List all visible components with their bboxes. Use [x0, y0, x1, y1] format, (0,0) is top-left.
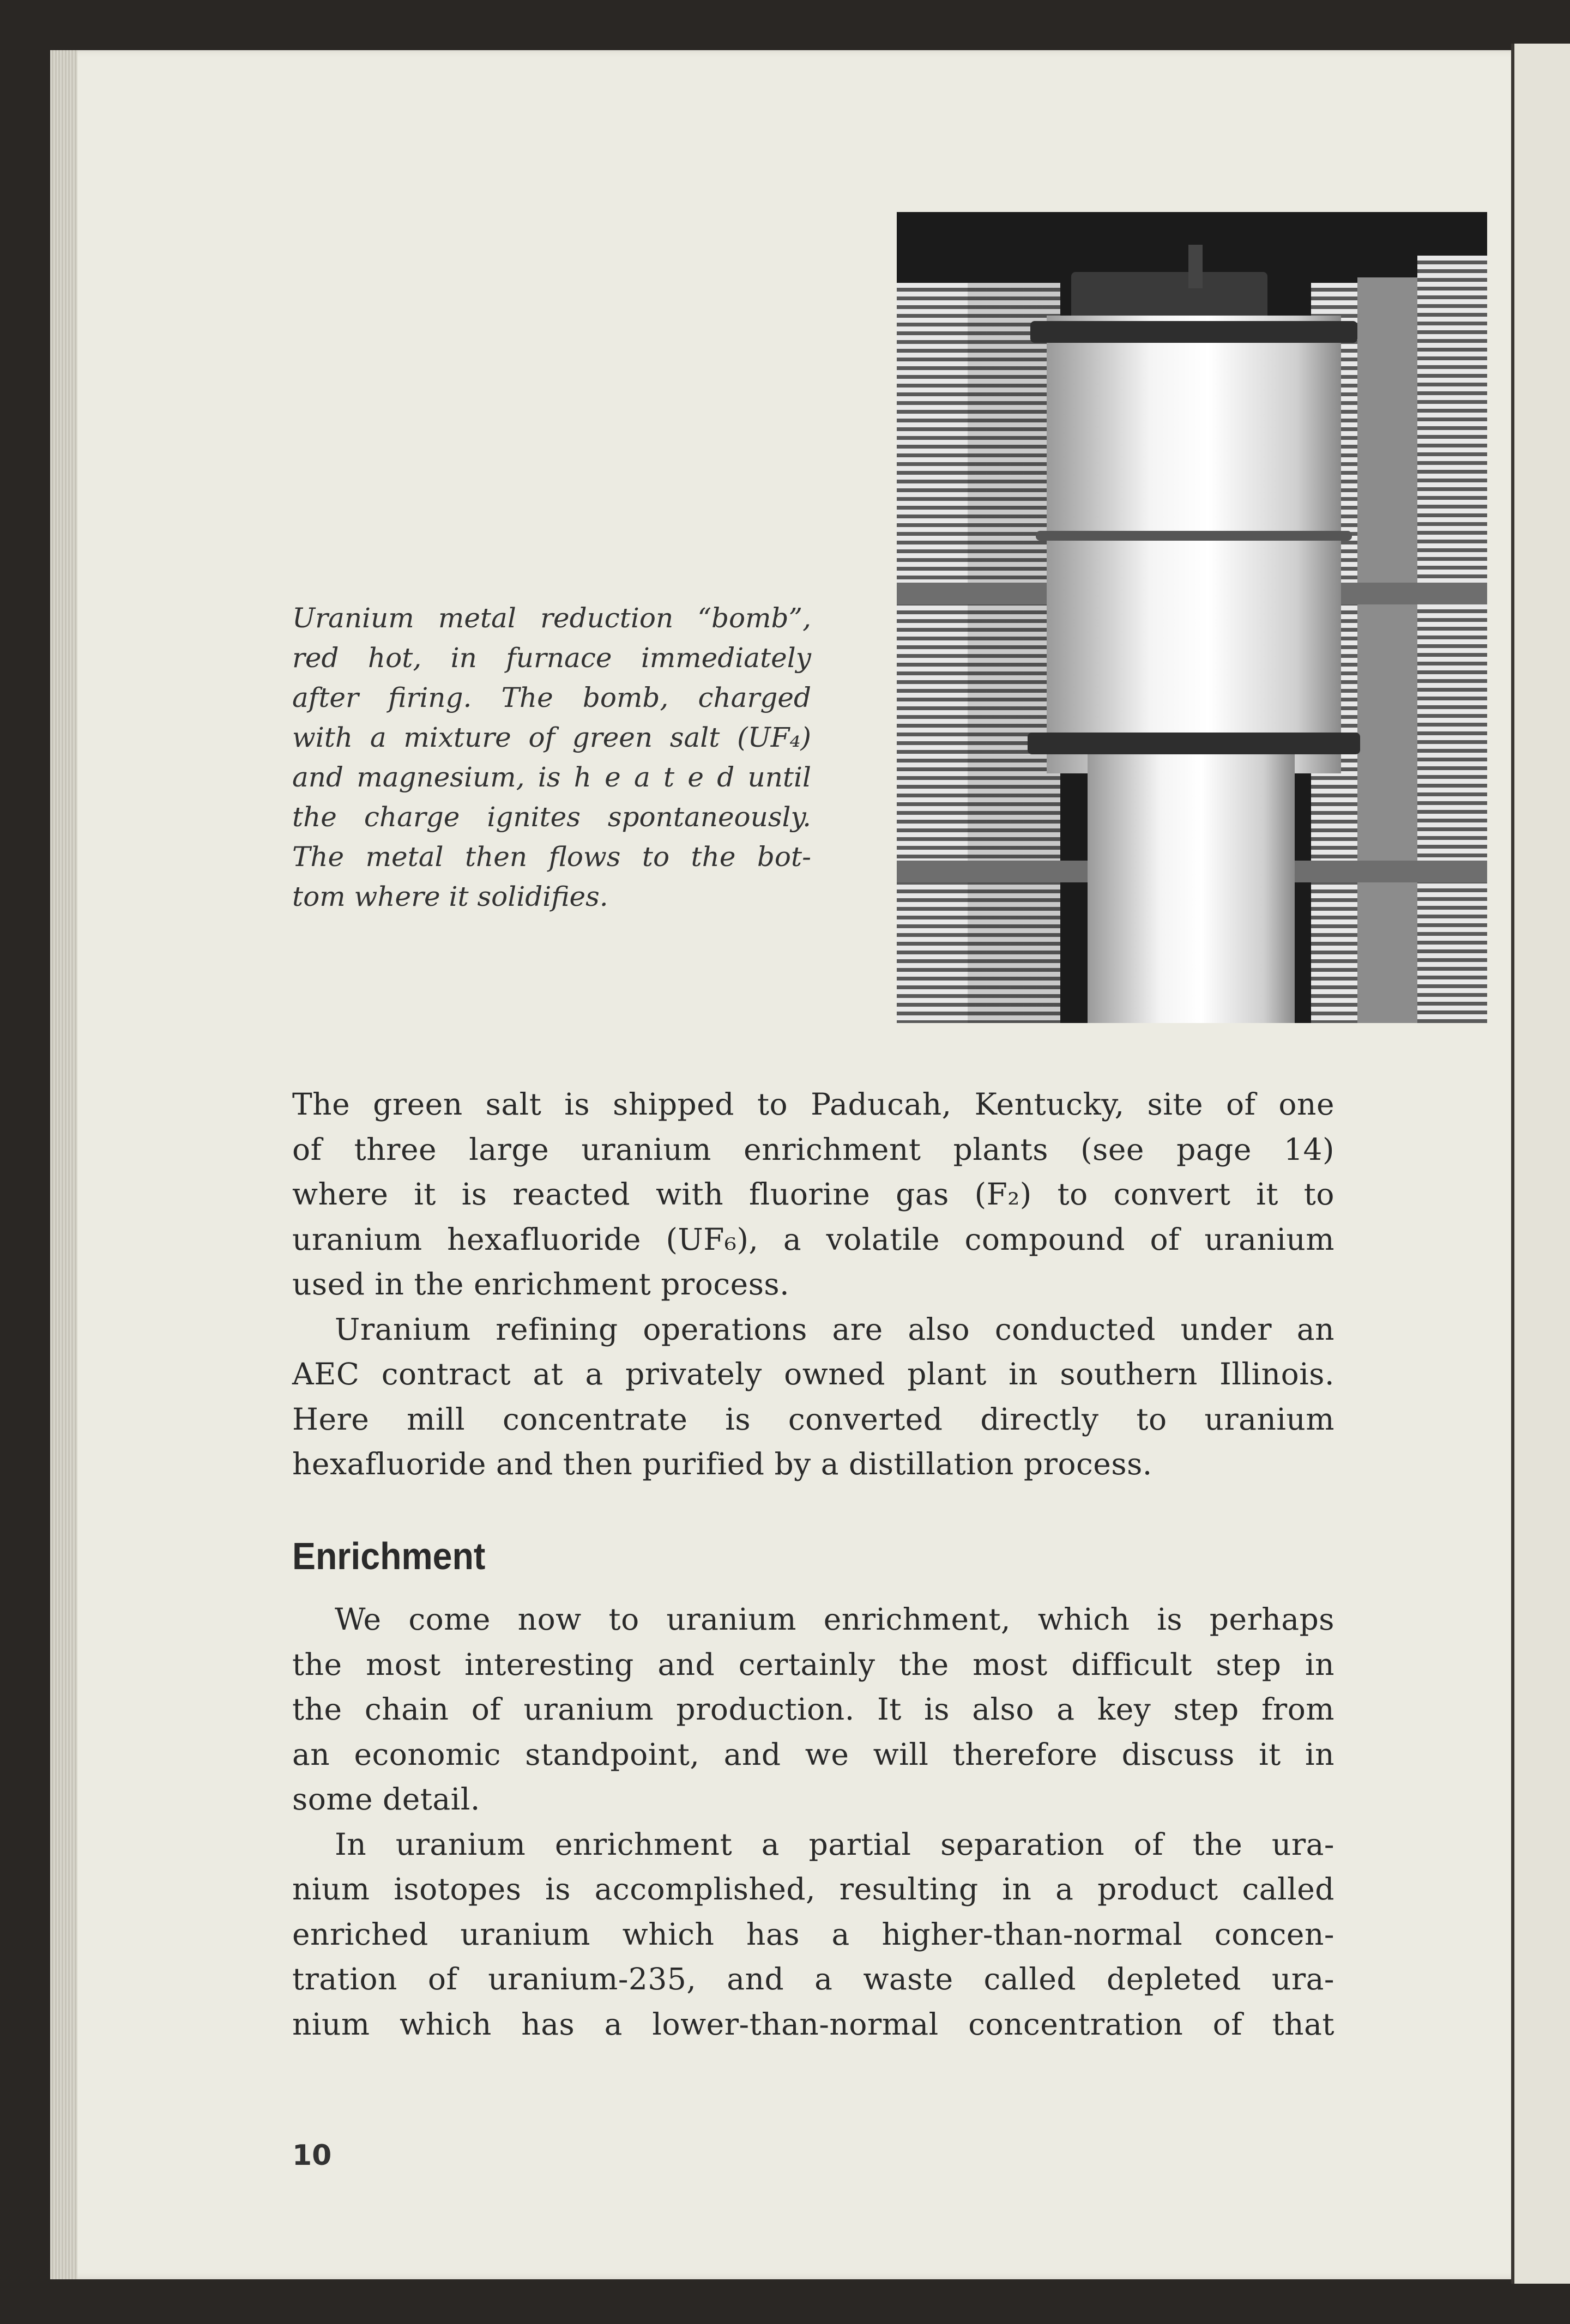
- body-line: AEC contract at a privately owned plant in southern Illinois.: [292, 1357, 1334, 1391]
- body-line: We come now to uranium enrichment, which is perhaps: [335, 1602, 1334, 1637]
- body-line: an economic standpoint, and we will therefore discuss it in: [292, 1736, 1334, 1772]
- bottom-flange: [1028, 733, 1360, 754]
- grill-left-inner: [897, 283, 1060, 1023]
- caption-line: The metal then flows to the bot-: [292, 841, 811, 873]
- caption-line: tom where it solidifies.: [292, 881, 608, 912]
- mid-ring: [1036, 531, 1352, 541]
- section-enrichment-text: [292, 1597, 1334, 2047]
- caption-line: Uranium metal reduction “bomb”,: [292, 602, 811, 634]
- body-line: enriched uranium which has a higher-than-normal concen-: [292, 1916, 1334, 1952]
- next-page-sliver: [1511, 44, 1570, 2284]
- photo-caption: [292, 598, 811, 917]
- body-line: tration of uranium-235, and a waste called depleted ura-: [292, 1962, 1334, 1996]
- caption-line: after firing. The bomb, charged: [292, 682, 811, 713]
- body-line: some detail.: [292, 1782, 480, 1817]
- bomb-cylinder: [1047, 316, 1341, 773]
- page-edge-stack: [50, 50, 77, 2279]
- body-line: used in the enrichment process.: [292, 1267, 790, 1302]
- body-line: the most interesting and certainly the most difficult step in: [292, 1647, 1334, 1682]
- body-line: nium which has a lower-than-normal concentration of that: [292, 2006, 1334, 2042]
- grill-far-right: [1417, 256, 1487, 1023]
- section-refining-text: [292, 1082, 1334, 1487]
- body-line: where it is reacted with fluorine gas (F₂) to convert it to: [292, 1177, 1334, 1212]
- body-line: the chain of uranium production. It is also a key step from: [292, 1692, 1334, 1727]
- caption-line: red hot, in furnace immediately: [292, 642, 811, 674]
- body-line: hexafluoride and then purified by a distillation process.: [292, 1447, 1152, 1481]
- page-number: 10: [292, 2139, 332, 2172]
- lifting-rod: [1188, 245, 1203, 288]
- body-line: The green salt is shipped to Paducah, Kentucky, site of one: [292, 1087, 1334, 1122]
- body-line: Uranium refining operations are also conducted under an: [335, 1311, 1334, 1347]
- caption-line: with a mixture of green salt (UF₄): [292, 722, 811, 753]
- section-heading-enrichment: Enrichment: [292, 1535, 486, 1577]
- body-line: uranium hexafluoride (UF₆), a volatile compound of uranium: [292, 1221, 1334, 1257]
- caption-line: and magnesium, is h e a t e d until: [292, 761, 811, 793]
- body-line: Here mill concentrate is converted directly to uranium: [292, 1401, 1334, 1437]
- body-line: In uranium enrichment a partial separation of the ura-: [335, 1826, 1334, 1862]
- bomb-base: [1088, 754, 1295, 1023]
- top-flange: [1030, 321, 1357, 343]
- body-line: of three large uranium enrichment plants (see page 14): [292, 1131, 1334, 1167]
- body-line: nium isotopes is accomplished, resulting in a product called: [292, 1872, 1334, 1907]
- pillar: [1357, 277, 1417, 1023]
- furnace-bomb-photo: [897, 212, 1487, 1023]
- caption-line: the charge ignites spontaneously.: [292, 801, 811, 833]
